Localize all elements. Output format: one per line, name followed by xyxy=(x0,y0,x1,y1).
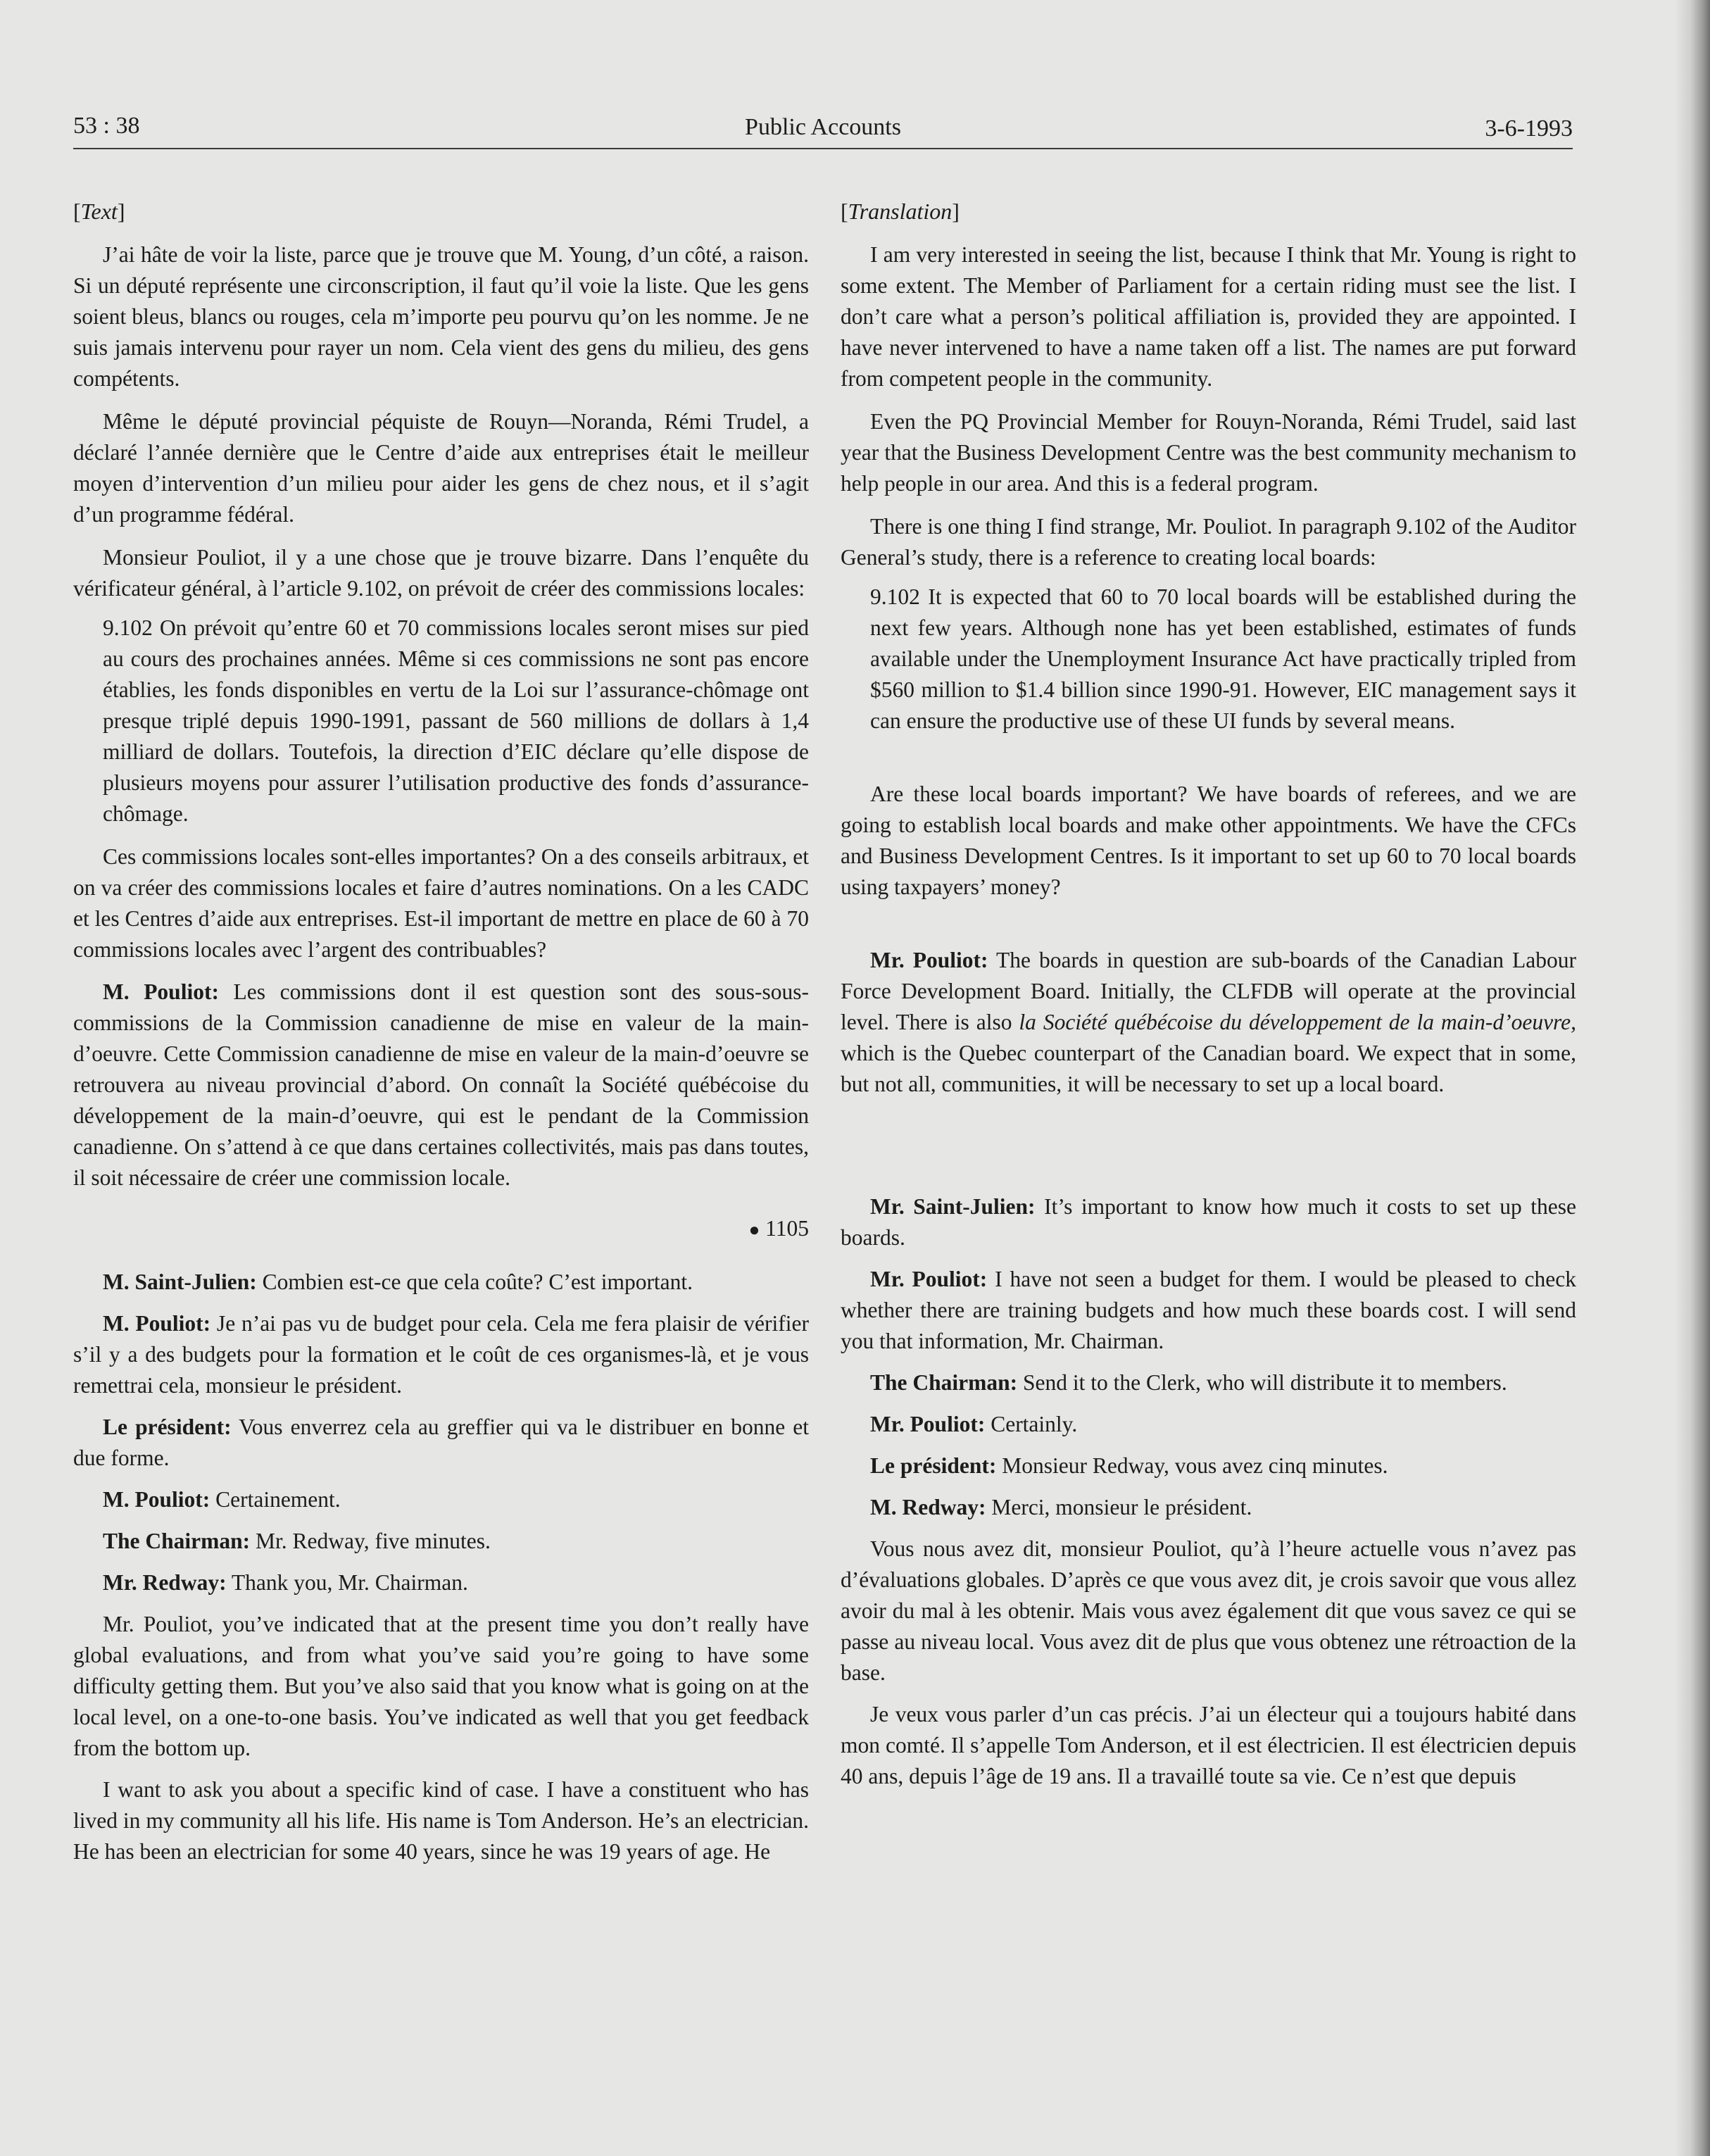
speaker-paragraph: M. Pouliot: Certainement. xyxy=(103,1487,341,1512)
paragraph: J’ai hâte de voir la liste, parce que je trouve que M. Young, d’un côté, a raison. Si un député représente une circonscription, il faut qu’il voie la liste. Que les gens soient bleus, blancs ou rouges, cela m’importe peu pourvu qu’on les nomme. Je ne suis jamais intervenu pour rayer un nom. Cela vient des gens du milieu, des gens compétents. xyxy=(73,242,809,391)
bullet-icon: ● xyxy=(748,1220,760,1240)
speaker-paragraph: Mr. Saint-Julien: It’s important to know how much it costs to set up these boards. xyxy=(841,1194,1576,1250)
paragraph: Vous nous avez dit, monsieur Pouliot, qu’à l’heure actuelle vous n’avez pas d’évaluations globales. D’après ce que vous avez dit, je crois savoir que vous allez avoir du mal à les obtenir. Mais vous avez également dit que vous savez ce qui se passe au niveau local. Vous avez dit de plus que vous obtenez une rétroaction de la base. xyxy=(841,1536,1576,1685)
paragraph: I am very interested in seeing the list, because I think that Mr. Young is right to some extent. The Member of Parliament for a certain riding must see the list. I don’t care what a person’s political affiliation is, provided they are appointed. I have never intervened to have a name taken off a list. The names are put forward from competent people in the community. xyxy=(841,242,1576,391)
speaker-name: M. Pouliot: xyxy=(103,979,219,1004)
page-number: 53 : 38 xyxy=(73,113,140,139)
translation-tag: [Translation] xyxy=(841,199,960,224)
speaker-name: Mr. Pouliot: xyxy=(870,1412,986,1436)
speaker-paragraph: M. Saint-Julien: Combien est-ce que cela coûte? C’est important. xyxy=(103,1270,693,1294)
left-column xyxy=(73,196,809,1878)
timestamp: ● 1105 xyxy=(748,1216,809,1241)
speaker-paragraph: Mr. Pouliot: The boards in question are sub-boards of the Canadian Labour Force Development Board. Initially, the CLFDB will operate at the provincial level. There is also la Société québécoise du développement de la main-d’oeuvre, which is the Quebec counterpart of the Canadian board. We expect that in some, but not all, communities, it will be necessary to set up a local board. xyxy=(841,948,1577,1096)
paragraph: Ces commissions locales sont-elles importantes? On a des conseils arbitraux, et on va créer des commissions locales et faire d’autres nominations. On a les CADC et les Centres d’aide aux entreprises. Est-il important de mettre en place de 60 à 70 commissions locales avec l’argent des contribuables? xyxy=(73,844,809,962)
paragraph: Even the PQ Provincial Member for Rouyn-Noranda, Rémi Trudel, said last year that the Business Development Centre was the best community mechanism to help people in our area. And this is a federal program. xyxy=(841,409,1576,496)
page-edge-shadow xyxy=(1675,0,1710,2156)
paragraph: Are these local boards important? We have boards of referees, and we are going to establish local boards and make other appointments. We have the CFCs and Business Development Centres. Is it important to set up 60 to 70 local boards using taxpayers’ money? xyxy=(841,782,1576,899)
paragraph: I want to ask you about a specific kind of case. I have a constituent who has lived in my community all his life. His name is Tom Anderson. He’s an electrician. He has been an electrician for some 40 years, since he was 19 years of age. He xyxy=(73,1777,809,1864)
speaker-paragraph: Mr. Pouliot: I have not seen a budget for them. I would be pleased to check whether there are training budgets and how much these boards cost. I will send you that information, Mr. Chairman. xyxy=(841,1267,1576,1353)
speaker-name: Mr. Saint-Julien: xyxy=(870,1194,1036,1219)
speaker-name: The Chairman: xyxy=(103,1529,251,1553)
paragraph: There is one thing I find strange, Mr. Pouliot. In paragraph 9.102 of the Auditor General’s study, there is a reference to creating local boards: xyxy=(841,514,1576,570)
speaker-name: M. Pouliot: xyxy=(103,1487,210,1512)
speaker-name: M. Saint-Julien: xyxy=(103,1270,257,1294)
speaker-paragraph: The Chairman: Mr. Redway, five minutes. xyxy=(103,1529,491,1553)
speaker-name: Mr. Redway: xyxy=(103,1570,227,1595)
right-column xyxy=(841,196,1576,1803)
block-quote: 9.102 It is expected that 60 to 70 local boards will be established during the next few years. Although none has yet been established, estimates of funds available under the Unemployment Insurance Act have practically tripled from $560 million to $1.4 billion since 1990-91. However, EIC management says it can ensure the productive use of these UI funds by several means. xyxy=(870,584,1576,733)
speaker-paragraph: Le président: Vous enverrez cela au greffier qui va le distribuer en bonne et due forme. xyxy=(73,1415,810,1470)
paragraph: Je veux vous parler d’un cas précis. J’ai un électeur qui a toujours habité dans mon comté. Il s’appelle Tom Anderson, et il est électricien. Il est électricien depuis 40 ans, depuis l’âge de 19 ans. Il a travaillé toute sa vie. Ce n’est que depuis xyxy=(841,1702,1576,1788)
running-header xyxy=(73,111,1573,149)
speaker-paragraph: M. Redway: Merci, monsieur le président. xyxy=(870,1495,1252,1519)
speaker-name: M. Pouliot: xyxy=(103,1311,211,1336)
speaker-name: Mr. Pouliot: xyxy=(870,948,988,972)
publication-title: Public Accounts xyxy=(745,114,901,140)
speaker-paragraph: The Chairman: Send it to the Clerk, who will distribute it to members. xyxy=(870,1370,1507,1395)
speaker-name: Mr. Pouliot: xyxy=(870,1267,988,1291)
speaker-name: The Chairman: xyxy=(870,1370,1018,1395)
speaker-paragraph: M. Pouliot: Les commissions dont il est question sont des sous-sous-commissions de la Commission canadienne de mise en valeur de la main-d’oeuvre. Cette Commission canadienne de mise en valeur de la main-d’oeuvre se retrouvera au niveau provincial d’abord. On connaît la Société québécoise du développement de la main-d’oeuvre, qui est le pendant de la Commission canadienne. On s’attend à ce que dans certaines collectivités, mais pas dans toutes, il soit nécessaire de créer une commission locale. xyxy=(73,979,810,1190)
paragraph: Monsieur Pouliot, il y a une chose que je trouve bizarre. Dans l’enquête du vérificateur général, à l’article 9.102, on prévoit de créer des commissions locales: xyxy=(73,545,809,601)
speaker-paragraph: Mr. Pouliot: Certainly. xyxy=(870,1412,1078,1436)
paragraph: Mr. Pouliot, you’ve indicated that at the present time you don’t really have global evaluations, and from what you’ve said you’re going to have some difficulty getting them. But you’ve also said that you know what is going on at the local level, on a one-to-one basis. You’ve indicated as well that you get feedback from the bottom up. xyxy=(73,1612,809,1760)
paragraph: Même le député provincial péquiste de Rouyn—Noranda, Rémi Trudel, a déclaré l’année dernière que le Centre d’aide aux entreprises était le meilleur moyen d’intervention d’un milieu pour aider les gens de chez nous, et il s’agit d’un programme fédéral. xyxy=(73,409,809,527)
block-quote: 9.102 On prévoit qu’entre 60 et 70 commissions locales seront mises sur pied au cours des prochaines années. Même si ces commissions ne sont pas encore établies, les fonds disponibles en vertu de la Loi sur l’assurance-chômage ont presque triplé depuis 1990-1991, passant de 560 millions de dollars à 1,4 milliard de dollars. Toutefois, la direction d’EIC déclare qu’elle dispose de plusieurs moyens pour assurer l’utilisation productive des fonds d’assurance-chômage. xyxy=(103,615,809,826)
text-tag: [Text] xyxy=(73,199,125,224)
speaker-name: Le président: xyxy=(103,1415,232,1439)
speaker-paragraph: Mr. Redway: Thank you, Mr. Chairman. xyxy=(103,1570,468,1595)
issue-date: 3-6-1993 xyxy=(1485,115,1573,142)
speaker-paragraph: M. Pouliot: Je n’ai pas vu de budget pour cela. Cela me fera plaisir de vérifier s’il y a des budgets pour la formation et le coût de ces organismes-là, et je vous remettrai cela, monsieur le président. xyxy=(73,1311,809,1398)
speaker-name: M. Redway: xyxy=(870,1495,986,1519)
speaker-name: Le président: xyxy=(870,1453,997,1478)
speaker-paragraph: Le président: Monsieur Redway, vous avez cinq minutes. xyxy=(870,1453,1388,1478)
